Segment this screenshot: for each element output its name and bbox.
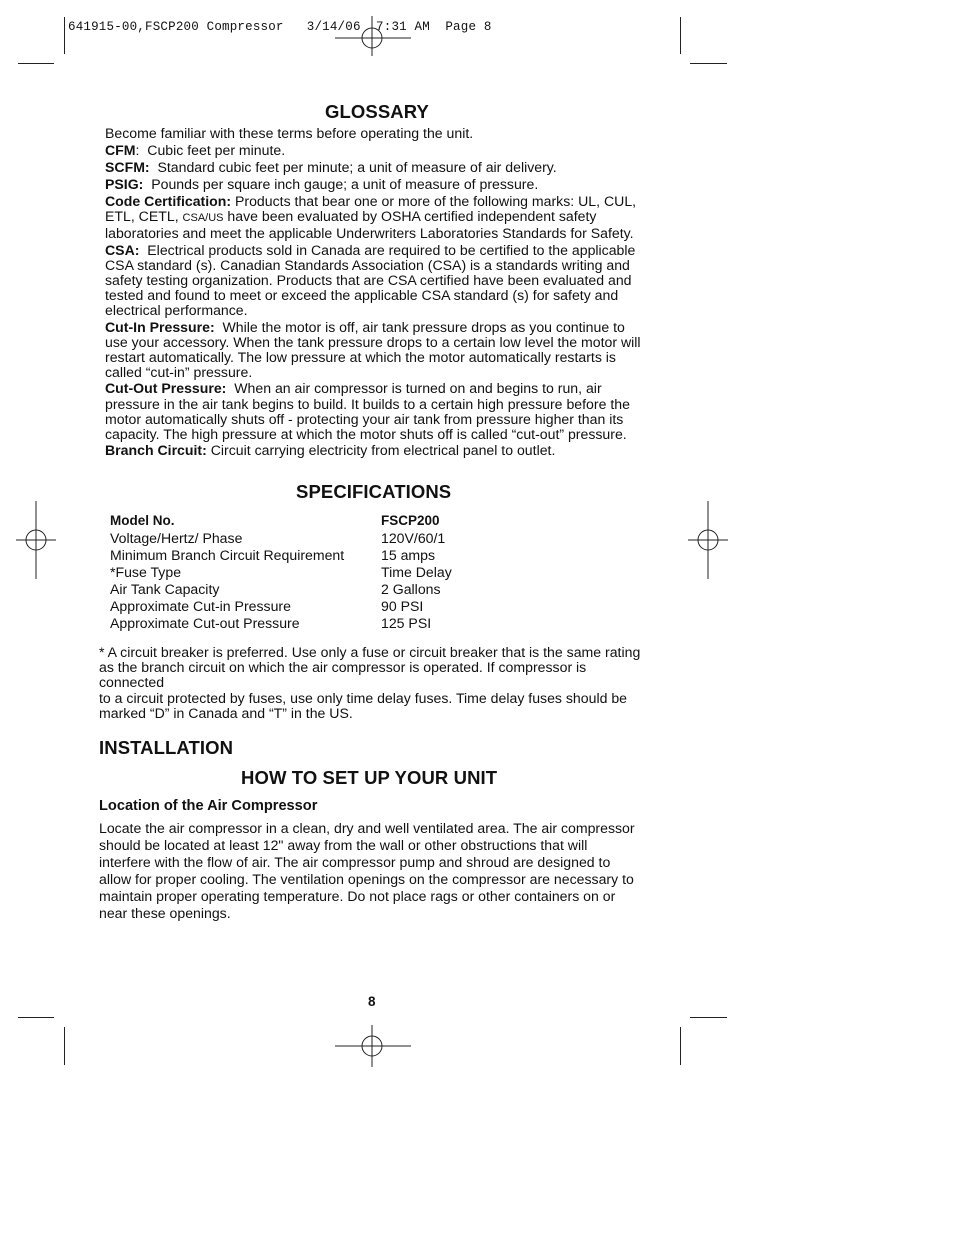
spec-label: Approximate Cut-out Pressure [110, 615, 300, 631]
setup-subtitle: HOW TO SET UP YOUR UNIT [241, 767, 498, 788]
crop-mark-top-right-h [690, 63, 727, 64]
location-heading: Location of the Air Compressor [99, 798, 318, 814]
spec-label: Voltage/Hertz/ Phase [110, 530, 243, 546]
glossary-intro: Become familiar with these terms before operating the unit. [105, 125, 474, 141]
location-line: Locate the air compressor in a clean, dry and well ventilated area. The air compressor [99, 820, 635, 836]
def-cutout-3: motor automatically shuts off - protecting your air tank from pressure higher than its [105, 410, 624, 427]
crop-mark-top-right-v [680, 17, 681, 54]
def-cutout-1: When an air compressor is turned on and begins to run, air [226, 380, 602, 397]
fuse-note-line: * A circuit breaker is preferred. Use only a fuse or circuit breaker that is the same rating [99, 644, 641, 660]
location-line: near these openings. [99, 905, 231, 921]
registration-mark-right [688, 501, 728, 579]
term-cut-in: Cut-In Pressure: [105, 318, 215, 335]
crop-mark-bottom-left-v [64, 1027, 65, 1065]
def-csa-2: CSA standard (s). Canadian Standards Association (CSA) is a standards writing and [105, 256, 630, 273]
def-cutin-1: While the motor is off, air tank pressure drops as you continue to [214, 318, 625, 335]
spec-value: 2 Gallons [381, 581, 441, 597]
def-csa-3: safety testing organization. Products that are CSA certified have been evaluated and [105, 272, 632, 289]
def-cutout-4: capacity. The high pressure at which the motor shuts off is called “cut-out” pressure. [105, 426, 627, 443]
registration-mark-bottom [335, 1025, 411, 1067]
def-csa-5: electrical performance. [105, 302, 248, 319]
crop-mark-top-left-h [18, 63, 54, 64]
def-scfm: Standard cubic feet per minute; a unit of measure of air delivery. [149, 159, 557, 175]
term-psig: PSIG: [105, 176, 144, 192]
crop-mark-top-left-v [64, 17, 65, 54]
spec-label: Minimum Branch Circuit Requirement [110, 547, 345, 563]
spec-row [110, 615, 452, 632]
spec-label: Model No. [110, 513, 175, 528]
location-line: interfere with the flow of air. The air compressor pump and shroud are designed to [99, 854, 611, 870]
page-number: 8 [368, 994, 376, 1009]
fuse-note [99, 645, 647, 721]
spec-value: 120V/60/1 [381, 530, 446, 546]
location-line: maintain proper operating temperature. Do not place rags or other containers on or [99, 888, 616, 904]
crop-mark-bottom-left-h [18, 1017, 54, 1018]
location-body [99, 820, 659, 922]
crop-mark-bottom-right-h [690, 1017, 727, 1018]
spec-label: Air Tank Capacity [110, 581, 220, 597]
registration-mark-left [16, 501, 56, 579]
csa-us-mark: CSA/US [182, 212, 224, 225]
term-code-certification: Code Certification: [105, 193, 232, 209]
fuse-note-line: to a circuit protected by fuses, use only time delay fuses. Time delay fuses should be [99, 689, 628, 706]
print-slug: 641915-00,FSCP200 Compressor 3/14/06 7:31 AM Page 8 [68, 20, 492, 34]
specifications-title: SPECIFICATIONS [296, 481, 452, 502]
installation-title: INSTALLATION [99, 737, 234, 758]
def-csa-4: tested and found to meet or exceed the applicable CSA standard (s) for safety and [105, 287, 619, 304]
specifications-table [110, 513, 452, 632]
spec-row [110, 530, 452, 547]
fuse-note-line: marked “D” in Canada and “T” in the US. [99, 704, 353, 721]
registration-mark-top [335, 16, 411, 56]
spec-value: FSCP200 [381, 513, 440, 528]
spec-row [110, 513, 452, 530]
location-line: allow for proper cooling. The ventilation openings on the compressor are necessary to [99, 871, 634, 887]
spec-value: 15 amps [381, 547, 436, 563]
spec-value: 90 PSI [381, 598, 424, 614]
def-cutout-2: pressure in the air tank begins to build. It builds to a certain high pressure before the [105, 395, 630, 412]
crop-mark-bottom-right-v [680, 1027, 681, 1065]
def-csa-1: Electrical products sold in Canada are required to be certified to the applicable [139, 241, 636, 258]
fuse-note-line: as the branch circuit on which the air compressor is operated. If compressor is connected [99, 659, 587, 691]
def-code-3: laboratories and meet the applicable Underwriters Laboratories Standards for Safety. [105, 225, 634, 242]
term-csa: CSA: [105, 241, 140, 258]
def-code-2a: ETL, CETL, [105, 208, 183, 225]
spec-row [110, 598, 452, 615]
spec-value: 125 PSI [381, 615, 432, 631]
glossary-title: GLOSSARY [325, 101, 429, 122]
def-cutin-2: use your accessory. When the tank pressure drops to a certain low level the motor will [105, 333, 641, 350]
term-branch-circuit: Branch Circuit: [105, 442, 207, 459]
spec-row [110, 564, 452, 581]
def-code-1: Products that bear one or more of the following marks: UL, CUL, [231, 193, 637, 209]
def-cutin-4: called “cut-in” pressure. [105, 364, 253, 381]
spec-label: *Fuse Type [110, 564, 182, 580]
def-branch: Circuit carrying electricity from electrical panel to outlet. [206, 442, 556, 459]
def-code-2c: have been evaluated by OSHA certified independent safety [223, 208, 597, 225]
spec-row [110, 581, 452, 598]
location-line: should be located at least 12" away from the wall or other obstructions that will [99, 837, 588, 853]
term-cut-out: Cut-Out Pressure: [105, 380, 227, 397]
glossary-body [105, 126, 665, 458]
spec-row [110, 547, 452, 564]
def-cutin-3: restart automatically. The low pressure at which the motor automatically restarts is [105, 349, 616, 366]
term-scfm: SCFM: [105, 159, 150, 175]
spec-value: Time Delay [381, 564, 452, 580]
def-psig: Pounds per square inch gauge; a unit of measure of pressure. [143, 176, 539, 192]
term-cfm: CFM [105, 142, 136, 158]
def-cfm: : Cubic feet per minute. [135, 142, 286, 158]
spec-label: Approximate Cut-in Pressure [110, 598, 291, 614]
